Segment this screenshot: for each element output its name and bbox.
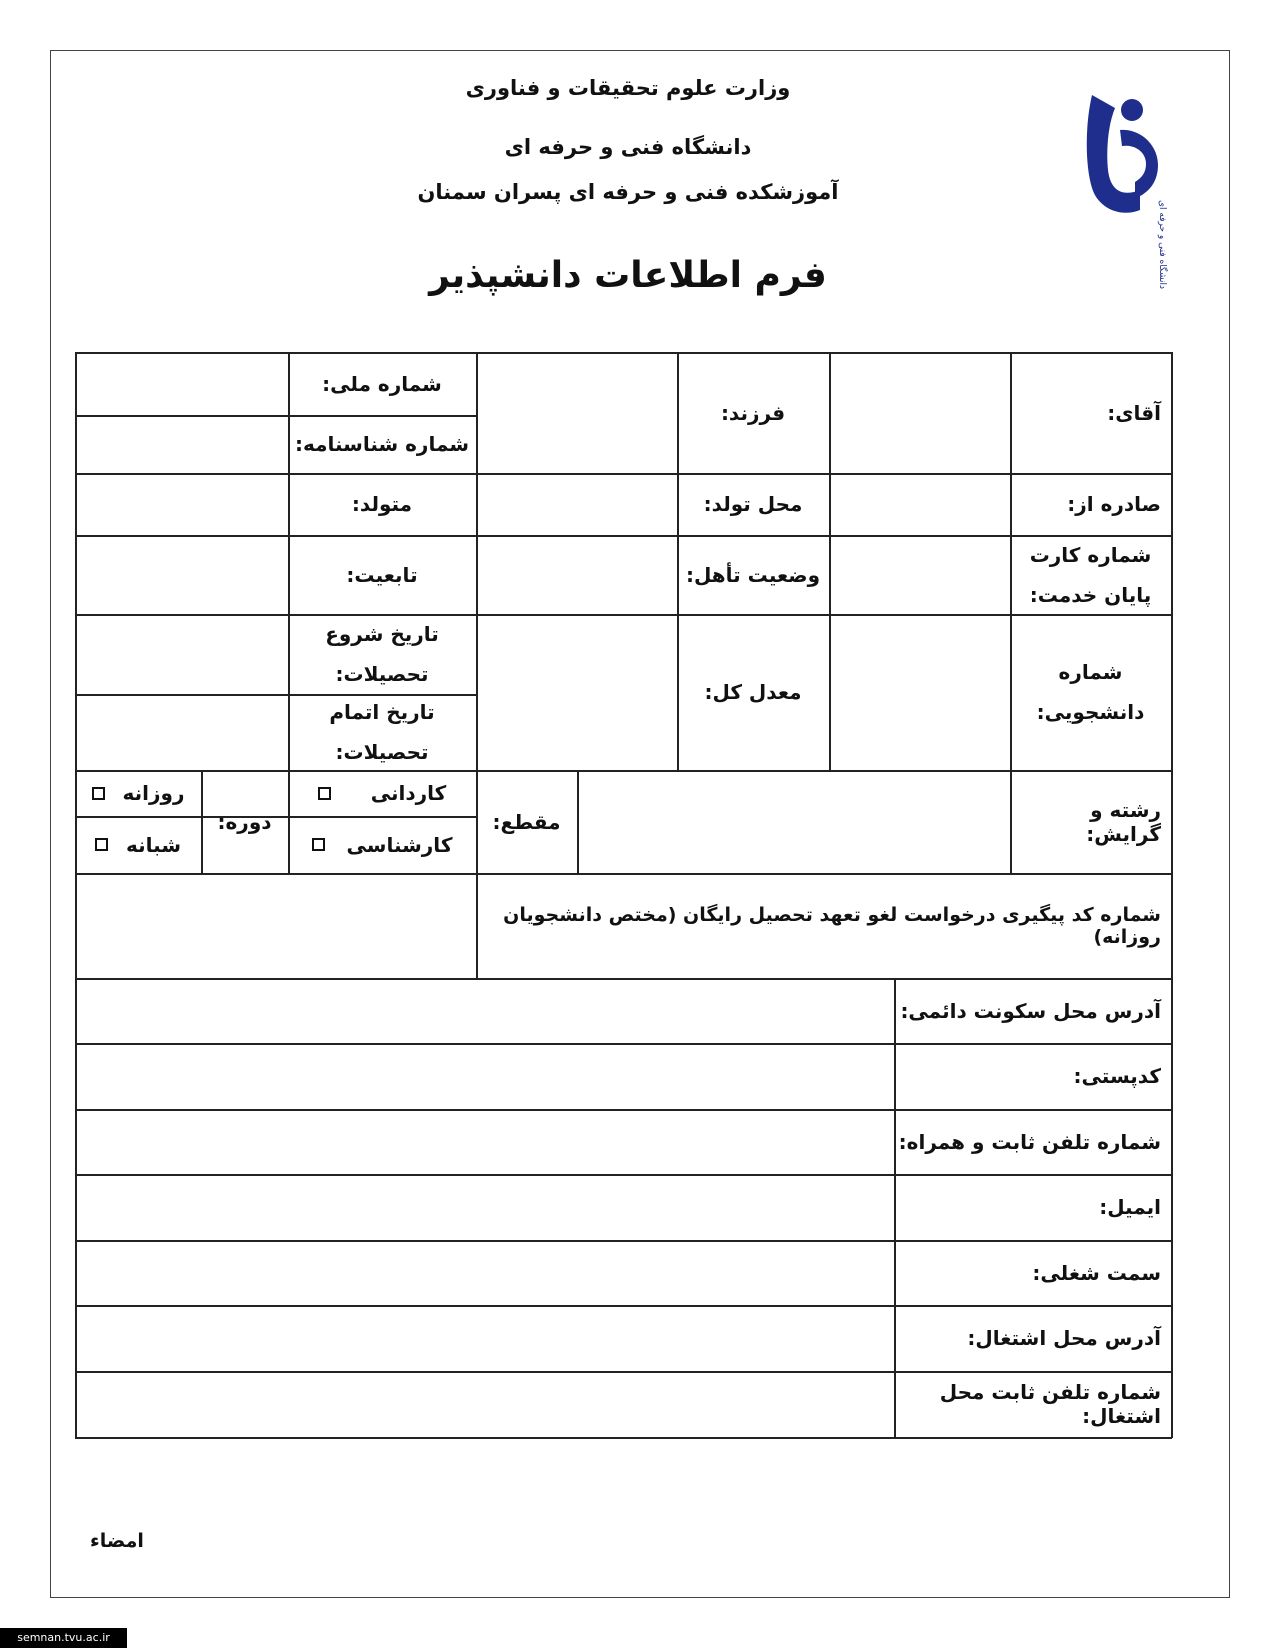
university-logo — [1080, 90, 1180, 289]
input-sadere[interactable] — [829, 473, 1010, 535]
option-shabaneh[interactable] — [75, 816, 201, 873]
option-rozaneh[interactable] — [75, 770, 201, 816]
label-melli: شماره ملی: — [322, 371, 442, 396]
option-rozaneh-label: روزانه — [122, 781, 185, 805]
label-maghta: مقطع: — [492, 809, 561, 834]
input-agha[interactable] — [829, 352, 1010, 473]
input-shenasname[interactable] — [75, 415, 288, 473]
label-start-line1: تاریخ شروع — [325, 622, 439, 646]
label-card-line1: شماره کارت — [1029, 542, 1152, 567]
input-tabeiat[interactable] — [75, 535, 288, 614]
form-title: فرم اطلاعات دانشپذیر — [429, 255, 827, 296]
label-motavalled: متولد: — [351, 492, 413, 516]
option-karshenasi-label: کارشناسی — [346, 832, 453, 857]
site-footer-badge[interactable]: semnan.tvu.ac.ir — [0, 1628, 127, 1648]
label-work-phone: شماره تلفن ثابت محل اشتغال: — [939, 1380, 1161, 1428]
label-postal: کدپستی: — [1073, 1064, 1161, 1088]
option-kardani-label: کاردانی — [370, 781, 447, 805]
input-student-number[interactable] — [829, 614, 1010, 770]
option-shabaneh-label: شبانه — [126, 832, 181, 857]
svg-text:دانشگاه فنی و حرفه ای: دانشگاه فنی و حرفه ای — [1157, 200, 1167, 289]
checkbox-kardani[interactable] — [318, 787, 331, 800]
label-student-line2: دانشجویی: — [1036, 700, 1145, 724]
input-end-date[interactable] — [75, 694, 288, 770]
label-mahal-tavalod: محل تولد: — [703, 492, 803, 516]
input-mahal-tavalod[interactable] — [476, 473, 677, 535]
label-work-address: آدرس محل اشتغال: — [967, 1326, 1161, 1350]
input-start-date[interactable] — [75, 614, 288, 694]
label-sadere: صادره از: — [1067, 492, 1161, 516]
university-title: دانشگاه فنی و حرفه ای — [504, 135, 752, 159]
input-postal[interactable] — [75, 1043, 894, 1109]
label-end-date — [288, 694, 476, 770]
input-farzand[interactable] — [476, 352, 677, 473]
label-shenasname: شماره شناسنامه: — [294, 432, 470, 456]
label-job: سمت شغلی: — [1032, 1260, 1161, 1285]
input-melli[interactable] — [75, 352, 288, 415]
label-student-line1: شماره — [1058, 660, 1123, 684]
input-email[interactable] — [75, 1174, 894, 1240]
label-email: ایمیل: — [1099, 1195, 1161, 1219]
label-end-line1: تاریخ اتمام — [329, 700, 435, 724]
input-phone[interactable] — [75, 1109, 894, 1174]
college-title: آموزشکده فنی و حرفه ای پسران سمنان — [417, 180, 839, 204]
option-karshenasi[interactable] — [288, 816, 476, 873]
checkbox-rozaneh[interactable] — [92, 787, 105, 800]
label-taahol: وضعیت تأهل: — [685, 562, 821, 587]
input-reshte[interactable] — [577, 770, 1010, 873]
label-student-number — [1010, 614, 1171, 770]
label-farzand: فرزند: — [720, 400, 786, 425]
checkbox-karshenasi[interactable] — [312, 838, 325, 851]
option-kardani[interactable] — [288, 770, 476, 816]
label-moadel: معدل کل: — [704, 680, 802, 704]
label-start-line2: تحصیلات: — [335, 662, 429, 686]
label-tabeiat: تابعیت: — [346, 562, 418, 587]
label-address: آدرس محل سکونت دائمی: — [900, 998, 1161, 1023]
label-card — [1010, 535, 1171, 614]
label-tracking: شماره کد پیگیری درخواست لغو تعهد تحصیل رایگان (مختص دانشجویان روزانه) — [503, 903, 1161, 948]
label-reshte: رشته و گرایش: — [1086, 797, 1161, 846]
input-address[interactable] — [75, 978, 894, 1043]
label-phone: شماره تلفن ثابت و همراه: — [898, 1129, 1161, 1154]
label-start-date — [288, 614, 476, 694]
input-taahol[interactable] — [476, 535, 677, 614]
input-job[interactable] — [75, 1240, 894, 1305]
checkbox-shabaneh[interactable] — [95, 838, 108, 851]
label-doreh: دوره: — [217, 809, 272, 834]
input-motavalled[interactable] — [75, 473, 288, 535]
signature-label: امضاء — [90, 1530, 144, 1552]
input-work-address[interactable] — [75, 1305, 894, 1371]
label-card-line2: پایان خدمت: — [1029, 582, 1152, 607]
input-tracking[interactable] — [75, 873, 476, 978]
ministry-title: وزارت علوم تحقیقات و فناوری — [465, 76, 791, 100]
input-card[interactable] — [829, 535, 1010, 614]
input-work-phone[interactable] — [75, 1371, 894, 1437]
input-moadel[interactable] — [476, 614, 677, 770]
label-agha: آقای: — [1107, 400, 1161, 425]
label-end-line2: تحصیلات: — [335, 740, 429, 764]
